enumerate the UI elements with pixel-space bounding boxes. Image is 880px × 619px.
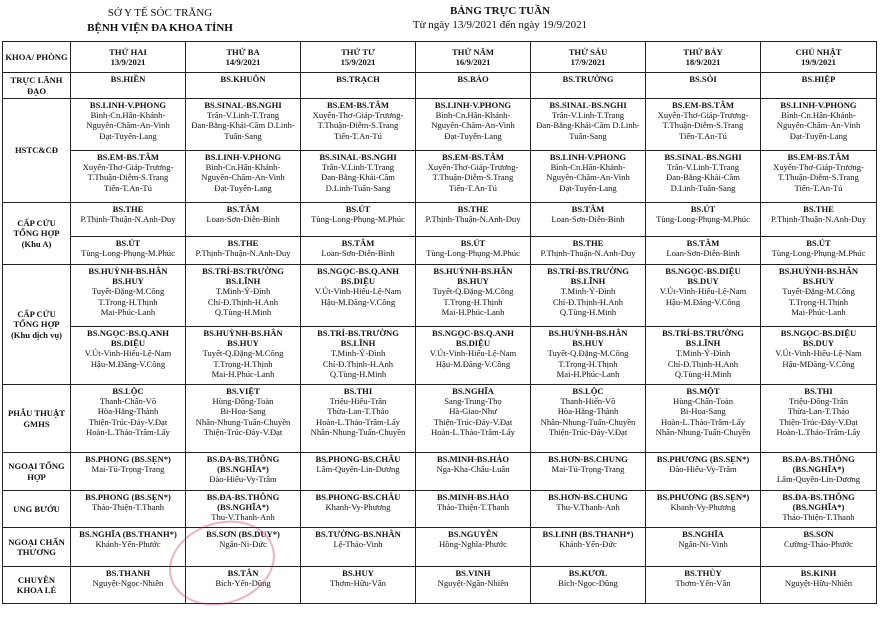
doctor-names: BS.TÂM <box>686 238 720 248</box>
staff-names: V.Út-Vinh-Hiếu-Lệ-Nam Hậu-M.Đăng-V.Công <box>659 286 747 307</box>
staff-names: Xuyến-Thơ-Giáp-Trương- T.Thuận-Diễm-S.Trang Tiến-T.An-Tú <box>312 110 404 141</box>
doctor-names: BS.SINAL-BS.NGHI <box>549 100 627 110</box>
staff-names: Thu-V.Thanh-Anh <box>211 512 275 523</box>
staff-names: Bình-Cn.Hân-Khánh- Nguyên-Chăm-An-Vinh Đạt-Tuyến-Lang <box>431 110 515 141</box>
doctor-names: BS.LỘC <box>112 386 144 396</box>
duty-cell <box>646 327 761 385</box>
duty-cell <box>646 99 761 151</box>
doctor-names: BS.HƠN-BS.CHUNG <box>548 492 628 502</box>
staff-names: Triệu-Đông-Trân Thừa-Lan-T.Thảo Thiện-Trúc-Đáy-V.Đạt Hoàn-L.Thảo-Trâm-Lấy <box>776 396 861 437</box>
doctor-names: BS.HUỲNH-BS.HÂN BS.HUY <box>203 328 283 349</box>
duty-cell <box>531 203 646 237</box>
day-name: THỨ TƯ <box>341 46 375 57</box>
day-date: 19/9/2021 <box>801 57 836 67</box>
duty-cell <box>646 73 761 99</box>
duty-cell <box>646 491 761 528</box>
doctor-names: BS.NGHĨA (BS.THANH*) <box>79 529 177 539</box>
document-title: BẢNG TRỰC TUẦN <box>449 5 551 17</box>
staff-names: Thanh-Chấn-Võ Hòa-Hằng-Thành Thiện-Trúc-Đáy-V.Đạt Hoàn-L.Thảo-Trâm-Lấy <box>86 396 170 437</box>
department-label: TRỰC LÃNH ĐẠO <box>3 73 71 99</box>
doctor-names: BS.THE <box>227 238 259 248</box>
doctor-names: BS.ĐA-BS.THÔNG (BS.NGHĨA*) <box>782 454 855 475</box>
doctor-names: BS.TRƯỜNG <box>562 74 614 84</box>
staff-names: Bình-Cn.Hân-Khánh- Nguyên-Chăm-An-Vinh Đạt-Tuyến-Lang <box>201 162 285 193</box>
department-label: NGOẠI TỔNG HỢP <box>3 453 71 491</box>
duty-cell <box>416 73 531 99</box>
duty-cell <box>761 73 877 99</box>
duty-cell <box>761 453 877 491</box>
duty-cell <box>531 265 646 327</box>
staff-names: Khánh-Yến-Phước <box>95 539 161 550</box>
staff-names: Thảo-Thiện-T.Thanh <box>91 502 165 513</box>
staff-names: Thanh-Hiển-Võ Hòa-Hằng-Thành Nhân-Nhung-Tuấn-Chuyền Thiện-Trúc-Đáy-V.Đạt <box>540 396 636 437</box>
staff-names: Sang-Trung-Thọ Hà-Giao-Như Thiện-Trúc-Đáy-V.Đạt Hoàn-L.Thảo-Trâm-Lấy <box>431 396 515 437</box>
department-label: CHUYÊN KHOA LẺ <box>3 567 71 604</box>
doctor-names: BS.KƯƠL <box>568 568 608 578</box>
doctor-names: BS.PHƯƠNG (BS.SẸN*) <box>656 454 750 464</box>
duty-cell <box>761 151 877 203</box>
staff-names: Triệu-Hiếu-Trân Thừa-Lan-T.Thảo Hoàn-L.Thảo-Trâm-Lấy Nhân-Nhung-Tuấn-Chuyền <box>310 396 406 437</box>
doctor-names: BS.TRÍ-BS.TRƯỜNG BS.LĨNH <box>662 328 744 349</box>
day-date: 13/9/2021 <box>110 57 146 67</box>
title-block <box>310 4 690 32</box>
doctor-names: BS.TÂM <box>226 204 260 214</box>
doctor-names: BS.NGỌC-BS.Q.ANH BS.DIỆU <box>432 328 514 349</box>
duty-cell <box>761 385 877 453</box>
doctor-names: BS.ÚT <box>806 238 831 248</box>
doctor-names: BS.PHƯƠNG (BS.SẸN*) <box>656 492 750 502</box>
staff-names: Khanh-Vy-Phương <box>325 502 391 513</box>
section-row <box>3 99 877 151</box>
staff-names: Loan-Sơn-Diễn-Bình <box>321 248 395 259</box>
duty-cell <box>416 385 531 453</box>
duty-cell <box>71 99 186 151</box>
duty-cell <box>186 327 301 385</box>
doctor-names: BS.THANH <box>105 568 151 578</box>
doctor-names: BS.TÂM <box>341 238 375 248</box>
doctor-names: BS.NGỌC-BS.Q.ANH BS.DIỆU <box>317 266 399 287</box>
duty-cell <box>761 327 877 385</box>
doctor-names: BS.THE <box>803 204 834 214</box>
duty-cell <box>646 151 761 203</box>
doctor-names: BS.PHONG (BS.SẸN*) <box>85 454 171 464</box>
duty-cell <box>186 528 301 567</box>
staff-names: Trân-V.Linh-T.Trang Đan-Bằng-Khải-Cầm D.Linh-Tuấn-Sang <box>321 162 395 193</box>
day-header <box>301 42 416 73</box>
doctor-names: BS.HUỲNH-BS.HÂN BS.HUY <box>548 328 628 349</box>
doctor-names: BS.TRÍ-BS.TRƯỜNG BS.LĨNH <box>317 328 399 349</box>
doctor-names: BS.NGHĨA <box>682 529 724 539</box>
section-row <box>3 265 877 327</box>
doctor-names: BS.ĐA-BS.THÔNG (BS.NGHĨA*) <box>782 492 855 513</box>
staff-names: Thơm-Hữu-Vân <box>330 578 386 589</box>
staff-names: Mai-Tú-Trọng-Trang <box>551 464 625 475</box>
duty-cell <box>761 491 877 528</box>
staff-names: V.Út-Vinh-Hiếu-Lệ-Nam Hậu-M.Đăng-V.Công <box>84 348 172 369</box>
staff-names: Thảo-Thiện-T.Thanh <box>782 512 855 523</box>
staff-names: Ngân-Ni-Vinh <box>678 539 728 550</box>
staff-names: P.Thịnh-Thuận-N.Anh-Duy <box>425 214 521 225</box>
duty-cell <box>531 237 646 265</box>
doctor-names: BS.LỘC <box>572 386 604 396</box>
staff-names: Tùng-Long-Phụng-M.Phúc <box>771 248 866 259</box>
section-row <box>3 327 877 385</box>
duty-schedule-table <box>2 41 877 604</box>
duty-cell <box>416 265 531 327</box>
staff-names: Bích-Yến-Dũng <box>215 578 271 589</box>
duty-cell <box>186 73 301 99</box>
duty-cell <box>531 385 646 453</box>
staff-names: Tùng-Long-Phụng-M.Phúc <box>81 248 175 259</box>
doctor-names: BS.HUY <box>342 568 374 578</box>
staff-names: Mai-Tú-Trọng-Trang <box>91 464 165 475</box>
staff-names: Tuyết-Đặng-M.Công T.Trọng-H.Thịnh Mai-Phúc-Lanh <box>782 286 855 317</box>
staff-names: Trân-V.Linh-T.Trang Đan-Bằng-Khải-Cầm D.Linh- Tuấn-Sang <box>536 110 640 141</box>
doctor-names: BS.HUỲNH-BS.HÂN BS.HUY <box>778 266 859 287</box>
doctor-names: BS.HUỲNH-BS.HÂN BS.HUY <box>433 266 513 287</box>
section-row <box>3 491 877 528</box>
day-date: 17/9/2021 <box>570 57 606 67</box>
duty-cell <box>761 528 877 567</box>
staff-names: Tuyết-Q.Đặng-M.Công T.Trọng-H.Thịnh Mai-H.Phúc-Lanh <box>547 348 629 379</box>
section-row <box>3 385 877 453</box>
duty-cell <box>531 99 646 151</box>
duty-cell <box>761 567 877 604</box>
duty-cell <box>531 567 646 604</box>
staff-names: Xuyến-Thơ-Giáp-Trương- T.Thuận-Diễm-S.Trang Tiến-T.An-Tú <box>773 162 864 193</box>
staff-names: Lệ-Thảo-Vinh <box>333 539 383 550</box>
staff-names: Loan-Sơn-Diễn-Bình <box>206 214 280 225</box>
staff-names: P.Thịnh-Thuận-N.Anh-Duy <box>540 248 636 259</box>
duty-cell <box>186 203 301 237</box>
duty-cell <box>301 99 416 151</box>
doctor-names: BS.HIỀN <box>110 74 146 84</box>
duty-cell <box>531 73 646 99</box>
duty-cell <box>71 528 186 567</box>
duty-cell <box>71 327 186 385</box>
doctor-names: BS.NGHĨA <box>452 386 494 396</box>
doctor-names: BS.ÚT <box>345 204 371 214</box>
staff-names: V.Út-Vinh-Hiếu-Lệ-Nam Hậu-MĐăng-V.Công <box>775 348 862 369</box>
duty-cell <box>301 453 416 491</box>
staff-names: P.Thịnh-Thuận-N.Anh-Duy <box>80 214 176 225</box>
doctor-names: BS.ĐA-BS.THÔNG (BS.NGHĨA*) <box>206 454 280 475</box>
staff-names: Nguyệt-Hữu-Nhiên <box>784 578 853 589</box>
staff-names: Đào-Hiếu-Vy-Trâm <box>209 474 277 485</box>
staff-names: Cường-Thảo-Phước <box>783 539 853 550</box>
duty-cell <box>301 203 416 237</box>
duty-cell <box>186 453 301 491</box>
section-row <box>3 73 877 99</box>
doctor-names: BS.THỦY <box>684 568 722 578</box>
doctor-names: BS.EM-BS.TÂM <box>671 100 735 110</box>
doctor-names: BS.HƠN-BS.CHUNG <box>548 454 628 464</box>
duty-cell <box>71 567 186 604</box>
staff-names: Bình-Cn.Hân-Khánh- Nguyên-Chăm-An-Vinh Đạt-Tuyến-Lang <box>546 162 630 193</box>
doctor-names: BS.LINH (BS.THANH*) <box>542 529 634 539</box>
duty-cell <box>416 203 531 237</box>
duty-cell <box>186 567 301 604</box>
doctor-names: BS.ĐA-BS.THÔNG (BS.NGHĨA*) <box>206 492 280 513</box>
staff-names: Tuyết-Q.Đặng-M.Công T.Trọng-H.Thịnh Mai-H.Phúc-Lanh <box>202 348 284 379</box>
duty-cell <box>416 327 531 385</box>
doctor-names: BS.THE <box>457 204 489 214</box>
doctor-names: BS.HUỲNH-BS.HÂN BS.HUY <box>88 266 168 287</box>
doctor-names: BS.SINAL-BS.NGHI <box>204 100 282 110</box>
staff-names: Bình-Cn.Hân-Khánh- Nguyên-Chăm-An-Vinh Đạt-Tuyến-Lang <box>776 110 861 141</box>
doctor-names: BS.TRÍ-BS.TRƯỜNG BS.LĨNH <box>202 266 284 287</box>
duty-cell <box>71 265 186 327</box>
duty-cell <box>301 265 416 327</box>
doctor-names: BS.TÂN <box>227 568 259 578</box>
doctor-names: BS.SƠN (BS.DUY*) <box>206 529 280 539</box>
section-row <box>3 528 877 567</box>
duty-cell <box>531 327 646 385</box>
duty-cell <box>71 151 186 203</box>
doctor-names: BS.PHONG-BS.CHÂU <box>315 454 401 464</box>
day-header <box>186 42 301 73</box>
department-label: CẤP CỨU TỔNG HỢP (Khu dịch vụ) <box>3 265 71 385</box>
duty-cell <box>531 491 646 528</box>
department-label: NGOẠI CHẤN THƯƠNG <box>3 528 71 567</box>
staff-names: P.Thịnh-Thuận-N.Anh-Duy <box>771 214 866 225</box>
duty-cell <box>646 265 761 327</box>
doctor-names: BS.PHONG-BS.CHÂU <box>315 492 401 502</box>
staff-names: Tùng-Long-Phụng-M.Phúc <box>656 214 750 225</box>
duty-cell <box>301 237 416 265</box>
staff-names: T.Minh-Ý-Đình Chí-Đ.Thịnh-H.Anh Q.Tùng-H.Minh <box>322 348 394 379</box>
staff-names: Khanh-Vy-Phương <box>670 502 736 513</box>
org-name: SỞ Y TẾ SÓC TRĂNG <box>107 7 213 19</box>
doctor-names: BS.ÚT <box>115 238 141 248</box>
day-date: 14/9/2021 <box>225 57 261 67</box>
duty-cell <box>646 203 761 237</box>
duty-cell <box>416 151 531 203</box>
duty-cell <box>761 99 877 151</box>
staff-names: Hùng-Đông-Toàn Bi-Hoa-Sang Nhân-Nhung-Tuấn-Chuyền Thiện-Trúc-Đáy-V.Đạt <box>195 396 291 437</box>
day-header <box>646 42 761 73</box>
doctor-names: BS.THE <box>112 204 144 214</box>
day-date: 18/9/2021 <box>685 57 721 67</box>
duty-cell <box>186 99 301 151</box>
doctor-names: BS.THE <box>572 238 604 248</box>
staff-names: Trân-V.Linh-T.Trang Đan-Bằng-Khải-Cầm D.Linh- Tuấn-Sang <box>191 110 295 141</box>
doctor-names: BS.MINH-BS.HẢO <box>436 454 510 464</box>
duty-cell <box>186 385 301 453</box>
doctor-names: BS.SỎI <box>689 74 717 84</box>
doctor-names: BS.NGỌC-BS.DIỆU BS.DUY <box>665 266 741 287</box>
staff-names: T.Minh-Ý-Đình Chí-Đ.Thịnh-H.Anh Q.Tùng-H.Minh <box>552 286 624 317</box>
doctor-names: BS.EM-BS.TÂM <box>96 152 160 162</box>
staff-names: Tuyết-Q.Đặng-M.Công T.Trọng-H.Thịnh Mai-H.Phúc-Lanh <box>432 286 514 317</box>
staff-names: T.Minh-Ý-Đình Chí-Đ.Thịnh-H.Anh Q.Tùng-H.Minh <box>667 348 739 379</box>
staff-names: P.Thịnh-Thuận-N.Anh-Duy <box>195 248 291 259</box>
duty-cell <box>531 528 646 567</box>
staff-names: Bình-Cn.Hân-Khánh- Nguyên-Chăm-An-Vinh Đạt-Tuyến-Lang <box>86 110 170 141</box>
doctor-names: BS.NGỌC-BS.Q.ANH BS.DIỆU <box>87 328 169 349</box>
section-row <box>3 453 877 491</box>
duty-cell <box>416 453 531 491</box>
staff-names: Thảo-Thiện-T.Thanh <box>436 502 510 513</box>
staff-names: Lâm-Quyên-Lin-Dương <box>776 474 861 485</box>
staff-names: Loan-Sơn-Diễn-Bình <box>666 248 740 259</box>
doctor-names: BS.TÂM <box>571 204 605 214</box>
duty-cell <box>186 237 301 265</box>
duty-cell <box>646 567 761 604</box>
doctor-names: BS.VINH <box>455 568 491 578</box>
duty-cell <box>416 491 531 528</box>
duty-cell <box>531 151 646 203</box>
staff-names: Khánh-Yến-Đức <box>559 539 617 550</box>
duty-cell <box>71 385 186 453</box>
doctor-names: BS.LINH-V.PHONG <box>434 100 512 110</box>
staff-names: Loan-Sơn-Diễn-Bình <box>551 214 625 225</box>
section-row <box>3 151 877 203</box>
staff-names: Bích-Ngọc-Dũng <box>558 578 618 589</box>
duty-cell <box>646 385 761 453</box>
corner-header: KHOA/ PHÒNG <box>3 42 71 73</box>
duty-cell <box>186 265 301 327</box>
doctor-names: BS.EM-BS.TÂM <box>787 152 850 162</box>
staff-names: V.Út-Vinh-Hiếu-Lệ-Nam Hậu-M.Đăng-V.Công <box>429 348 517 369</box>
staff-names: V.Út-Vinh-Hiếu-Lệ-Nam Hậu-M.Đăng-V.Công <box>314 286 402 307</box>
duty-cell <box>301 151 416 203</box>
doctor-names: BS.KHUÔN <box>220 74 266 84</box>
duty-cell <box>531 453 646 491</box>
duty-cell <box>301 491 416 528</box>
doctor-names: BS.VIỆT <box>226 386 260 396</box>
staff-names: Nga-Kha-Châu-Luân <box>436 464 510 475</box>
duty-cell <box>416 567 531 604</box>
doctor-names: BS.NGỌC-BS.DIỆU BS.DUY <box>780 328 857 349</box>
duty-cell <box>416 237 531 265</box>
duty-cell <box>71 73 186 99</box>
staff-names: Lâm-Quyên-Lin-Dương <box>316 464 400 475</box>
section-row <box>3 237 877 265</box>
staff-names: Trân-V.Linh-T.Trang Đan-Bằng-Khải-Cầm D.Linh-Tuấn-Sang <box>666 162 740 193</box>
duty-cell <box>301 528 416 567</box>
header-row <box>3 42 877 73</box>
doctor-names: BS.EM-BS.TÂM <box>441 152 505 162</box>
doctor-names: BS.SƠN <box>803 529 834 539</box>
department-label: PHẪU THUẬT GMHS <box>3 385 71 453</box>
day-name: THỨ HAI <box>109 46 147 57</box>
org-block <box>60 6 260 36</box>
doctor-names: BS.HIỆP <box>801 74 836 84</box>
doctor-names: BS.TƯỜNG-BS.NHÂN <box>315 529 401 539</box>
doctor-names: BS.EM-BS.TÂM <box>326 100 390 110</box>
day-date: 16/9/2021 <box>455 57 491 67</box>
doctor-names: BS.KINH <box>800 568 837 578</box>
staff-names: T.Minh-Ý-Đình Chí-Đ.Thịnh-H.Anh Q.Tùng-H.Minh <box>207 286 279 317</box>
doctor-names: BS.THI <box>804 386 833 396</box>
day-header <box>71 42 186 73</box>
duty-cell <box>186 491 301 528</box>
staff-names: Xuyến-Thơ-Giáp-Trương- T.Thuận-Diễm-S.Trang Tiến-T.An-Tú <box>427 162 519 193</box>
day-name: THỨ BA <box>226 46 260 57</box>
duty-cell <box>416 99 531 151</box>
doctor-names: BS.SINAL-BS.NGHI <box>664 152 742 162</box>
day-name: THỨ BẢY <box>683 46 723 57</box>
duty-cell <box>301 73 416 99</box>
duty-cell <box>646 237 761 265</box>
section-row <box>3 203 877 237</box>
staff-names: Nguyệt-Ngân-Nhiên <box>437 578 509 589</box>
day-header <box>416 42 531 73</box>
doctor-names: BS.TRẠCH <box>336 74 380 84</box>
department-label: UNG BƯỚU <box>3 491 71 528</box>
doctor-names: BS.THI <box>343 386 373 396</box>
staff-names: Hồng-Nghĩa-Phước <box>439 539 507 550</box>
hospital-name: BỆNH VIỆN ĐA KHOA TỈNH <box>87 22 233 34</box>
doctor-names: BS.ÚT <box>460 238 486 248</box>
duty-cell <box>646 528 761 567</box>
day-header <box>531 42 646 73</box>
day-name: THỨ SÁU <box>568 46 608 57</box>
duty-cell <box>416 528 531 567</box>
date-range: Từ ngày 13/9/2021 đến ngày 19/9/2021 <box>412 19 588 31</box>
duty-cell <box>761 203 877 237</box>
staff-names: Đào-Hiếu-Vy-Trâm <box>669 464 737 475</box>
doctor-names: BS.PHONG (BS.SẸN*) <box>85 492 171 502</box>
day-name: THỨ NĂM <box>452 46 494 57</box>
day-name: CHỦ NHẬT <box>795 46 842 57</box>
staff-names: Thu-V.Thanh-Anh <box>556 502 620 513</box>
document-header <box>0 0 880 40</box>
duty-cell <box>761 265 877 327</box>
duty-cell <box>301 327 416 385</box>
day-header <box>761 42 877 73</box>
doctor-names: BS.MỘT <box>686 386 720 396</box>
staff-names: Ngân-Ni-Đức <box>219 539 267 550</box>
doctor-names: BS.LINH-V.PHONG <box>780 100 857 110</box>
section-row <box>3 567 877 604</box>
doctor-names: BS.LINH-V.PHONG <box>204 152 282 162</box>
doctor-names: BS.NGUYÊN <box>448 529 498 539</box>
staff-names: Thơm-Yến-Vân <box>675 578 731 589</box>
duty-cell <box>646 453 761 491</box>
duty-cell <box>71 203 186 237</box>
duty-cell <box>71 491 186 528</box>
day-date: 15/9/2021 <box>340 57 376 67</box>
staff-names: Xuyến-Thơ-Giáp-Trương- T.Thuận-Diễm-S.Trang Tiến-T.An-Tú <box>657 110 749 141</box>
doctor-names: BS.TRÍ-BS.TRƯỜNG BS.LĨNH <box>547 266 629 287</box>
doctor-names: BS.MINH-BS.HẢO <box>436 492 510 502</box>
duty-cell <box>71 453 186 491</box>
staff-names: Tùng-Long-Phụng-M.Phúc <box>426 248 520 259</box>
duty-cell <box>301 385 416 453</box>
staff-names: Tùng-Long-Phụng-M.Phúc <box>311 214 405 225</box>
doctor-names: BS.ÚT <box>690 204 716 214</box>
staff-names: Hùng-Chấn-Toàn Bi-Hoa-Sang Hoàn-L.Thảo-Trâm-Lấy Nhân-Nhung-Tuấn-Chuyền <box>655 396 751 437</box>
staff-names: Nguyệt-Ngọc-Nhiên <box>92 578 164 589</box>
doctor-names: BS.BẢO <box>457 74 489 84</box>
doctor-names: BS.SINAL-BS.NGHI <box>319 152 397 162</box>
duty-cell <box>71 237 186 265</box>
department-label: HSTC&CĐ <box>3 99 71 203</box>
duty-cell <box>186 151 301 203</box>
doctor-names: BS.LINH-V.PHONG <box>89 100 167 110</box>
duty-cell <box>761 237 877 265</box>
doctor-names: BS.LINH-V.PHONG <box>549 152 627 162</box>
duty-cell <box>301 567 416 604</box>
staff-names: Xuyến-Thơ-Giáp-Trương- T.Thuận-Diễm-S.Trang Tiến-T.An-Tú <box>82 162 174 193</box>
department-label: CẤP CỨU TỔNG HỢP (Khu A) <box>3 203 71 265</box>
staff-names: Tuyết-Đặng-M.Công T.Trọng-H.Thịnh Mai-Phúc-Lanh <box>91 286 165 317</box>
